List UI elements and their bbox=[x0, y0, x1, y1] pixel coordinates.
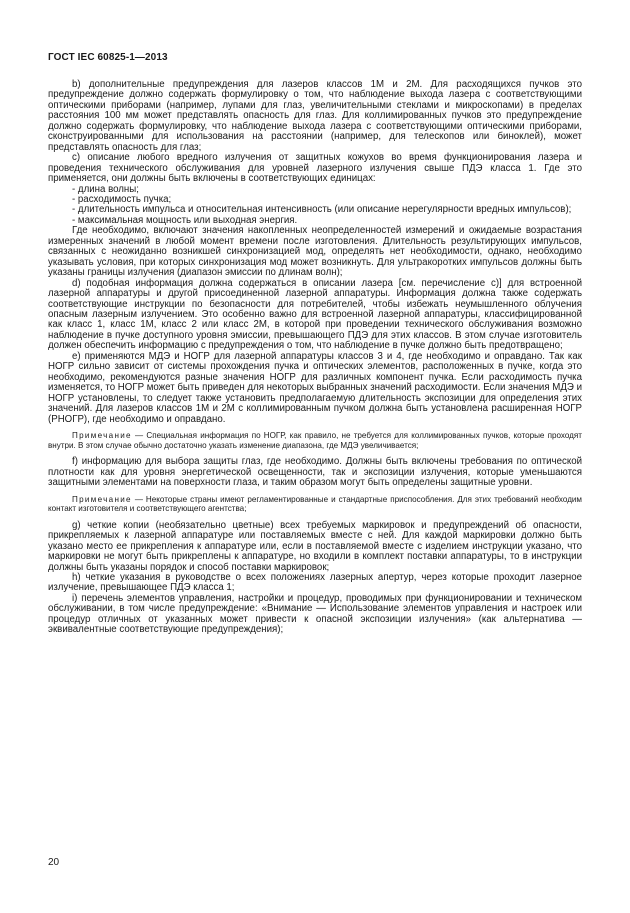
paragraph-b: b) дополнительные предупреждения для лазеров классов 1М и 2М. Для расходящихся пучков это предупреждение должно содержать формулировку о том, что наблюдение выхода лазера с соответствующими оптическими приборами (например, лупами для глаз, увеличительными стеклами и микроскопами) в пределах расстояния 100 мм может представлять опасность для глаз. Для коллимированных пучков это предупреждение должно содержать формулировку, что наблюдение выхода лазера с соответствующими оптическими приборами, сконструированными для использования на расстоянии (например, для телескопов или биноклей), может представлять опасность для глаз; bbox=[48, 79, 582, 153]
paragraph-c-continued: Где необходимо, включают значения накопленных неопределенностей измерений и ожидаемые возрастания измеренных значений в любой момент времени после изготовления. Длительность результирующих импульсов, связанных с неожиданно возникшей синхронизацией мод, определять нет необходимости, однако, необходимо указывать условия, при которых синхронизация мод может возникнуть. Для ультракоротких импульсов должны быть указаны границы излучения (диапазон эмиссии по длинам волн); bbox=[48, 225, 582, 279]
note-text: — Специальная информация по НОГР, как правило, не требуется для коллимированных пучков, которые проходят внутри. В этом случае обычно достаточно указать изменение диапазона, где МДЭ увеличивается; bbox=[48, 430, 582, 450]
note-1 bbox=[48, 431, 582, 450]
note-text: — Некоторые страны имеют регламентированные и стандартные приспособления. Для этих требований необходим контакт изготовителя и соответствующего агентства; bbox=[48, 494, 582, 514]
note-label: Примечание bbox=[72, 430, 132, 440]
note-2 bbox=[48, 495, 582, 514]
paragraph-e: e) применяются МДЭ и НОГР для лазерной аппаратуры классов 3 и 4, где необходимо и оправдано. Так как НОГР сильно зависит от системы прохождения пучка и оптических элементов, расположенных в пучке, когда это необходимо, рекомендуются разные значения НОГР для различных компонент пучка. Если расходимость пучка изменяется, то НОГР может быть приведен для некоторых выбранных значений расходимости. Если значения МДЭ и НОГР установлены, то следует также установить предполагаемую длительность экспозиции для определения этих значений. Для лазеров классов 1М и 2М с коллимированным пучком должна быть установлена расширенная НОГР (РНОГР), где необходимо и оправдано. bbox=[48, 350, 582, 425]
paragraph-h: h) четкие указания в руководстве о всех положениях лазерных апертур, через которые проходит лазерное излучение, превышающее ПДЭ класса 1; bbox=[48, 571, 582, 594]
list-item: - длина волны; bbox=[72, 183, 139, 195]
paragraph-f: f) информацию для выбора защиты глаз, где необходимо. Должны быть включены требования по оптической плотности как для уровня энергетической освещенности, так и экспозиции излучения, которые уменьшаются защитными элементами на поверхности глаза, и таким образом могут быть определены защитные уровни. bbox=[48, 456, 582, 489]
paragraph-g: g) четкие копии (необязательно цветные) всех требуемых маркировок и предупреждений об опасности, прикрепляемых к лазерной аппаратуре или поставляемых вместе с ней. Для каждой маркировки должно быть указано место ее прикрепления к аппаратуре или, если в поставляемой вместе с изделием инструкции указано, что маркировки не могут быть прикреплены к аппаратуре, но входили в комплект поставки аппаратуры, то в инструкции должны быть указаны порядок и способ поставки маркировок; bbox=[48, 519, 582, 573]
document-body bbox=[48, 80, 582, 636]
paragraph-c: c) описание любого вредного излучения от защитных кожухов во время функционирования лазера и проведения технического обслуживания для уровней лазерного излучения свыше ПДЭ класса 1. Где это применяется, они должны быть включены в соответствующих единицах: bbox=[48, 152, 582, 185]
list-item: - расходимость пучка; bbox=[72, 193, 172, 205]
note-label: Примечание bbox=[72, 494, 132, 504]
page-number: 20 bbox=[48, 857, 60, 868]
list-item: - максимальная мощность или выходная энергия. bbox=[72, 214, 298, 226]
standard-header: ГОСТ IEC 60825-1—2013 bbox=[48, 52, 168, 63]
paragraph-i: i) перечень элементов управления, настройки и процедур, проводимых при функционировании и техническом обслуживании, в том числе предупреждение: «Внимание — Использование элементов управления и настроек или процедур отличных от указанных может привести к опасной экспозиции излучения» (как альтернатива — эквивалентные соответствующие предупреждения); bbox=[48, 592, 582, 636]
list-item: - длительность импульса и относительная интенсивность (или описание нерегулярности вредных импульсов); bbox=[72, 204, 572, 216]
paragraph-d: d) подобная информация должна содержаться в описании лазера [см. перечисление c)] для встроенной лазерной аппаратуры и другой присоединенной лазерной аппаратуры. Информация должна также содержать соответствующие инструкции по безопасности для потребителей, чтобы избежать неумышленного облучения опасным лазерным излучением. Это особенно важно для встроенной лазерной аппаратуры, классифицированной как класс 1, класс 1М, класс 2 или класс 2М, в которой при проведении технического обслуживания возможно наблюдение в пучке доступного уровня эмиссии, превышающего ПДЭ для этих классов. В этом случае изготовитель должен обеспечить информацию с предупреждения о том, что наблюдение в пучке должно быть предотвращено; bbox=[48, 277, 582, 352]
